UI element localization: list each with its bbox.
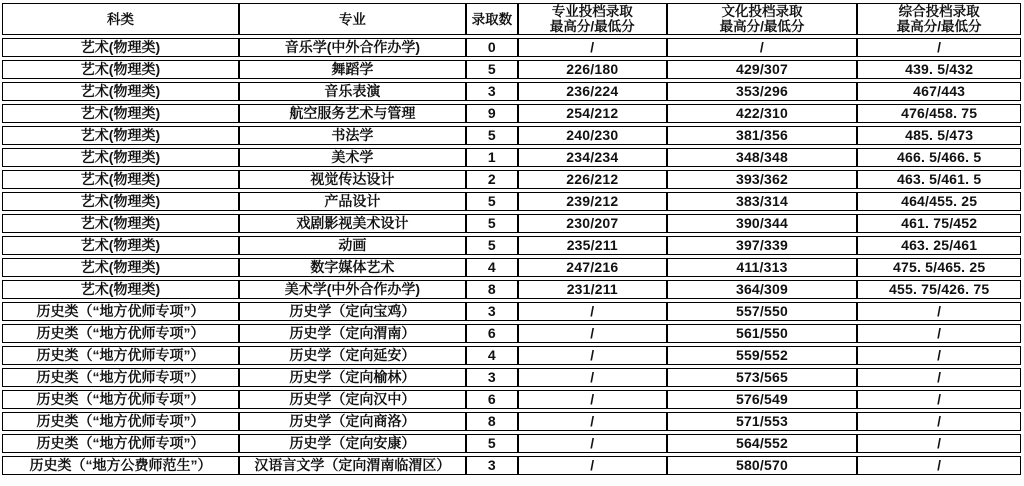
cell-culture-scores: 429/307 bbox=[667, 60, 858, 79]
cell-major: 音乐学(中外合作办学) bbox=[239, 38, 466, 57]
cell-admit-count: 5 bbox=[466, 192, 518, 211]
cell-composite-scores: / bbox=[857, 412, 1021, 431]
table-row bbox=[2, 126, 1021, 145]
header-sublabel: 最高分/最低分 bbox=[549, 19, 635, 34]
cell-composite-scores: 475. 5/465. 25 bbox=[857, 258, 1021, 277]
cell-culture-scores: 348/348 bbox=[667, 148, 858, 167]
cell-culture-scores: 573/565 bbox=[667, 368, 858, 387]
cell-major-scores: 230/207 bbox=[518, 214, 667, 233]
cell-admit-count: 3 bbox=[466, 82, 518, 101]
header-culture-scores bbox=[667, 3, 858, 35]
cell-composite-scores: 485. 5/473 bbox=[857, 126, 1021, 145]
cell-admit-count: 6 bbox=[466, 390, 518, 409]
cell-major-scores: / bbox=[518, 456, 667, 475]
cell-admit-count: 5 bbox=[466, 60, 518, 79]
cell-category: 艺术(物理类) bbox=[2, 236, 239, 255]
cell-major: 舞蹈学 bbox=[239, 60, 466, 79]
table-row bbox=[2, 170, 1021, 189]
header-label: 录取数 bbox=[471, 11, 513, 27]
cell-admit-count: 2 bbox=[466, 170, 518, 189]
table-row bbox=[2, 280, 1021, 299]
header-sublabel: 最高分/最低分 bbox=[896, 19, 982, 34]
cell-admit-count: 5 bbox=[466, 434, 518, 453]
cell-major: 历史学（定向渭南） bbox=[239, 324, 466, 343]
cell-culture-scores: 559/552 bbox=[667, 346, 858, 365]
table-row bbox=[2, 236, 1021, 255]
cell-admit-count: 3 bbox=[466, 368, 518, 387]
cell-major-scores: 239/212 bbox=[518, 192, 667, 211]
cell-major-scores: 236/224 bbox=[518, 82, 667, 101]
table-row bbox=[2, 214, 1021, 233]
cell-culture-scores: 561/550 bbox=[667, 324, 858, 343]
cell-category: 艺术(物理类) bbox=[2, 104, 239, 123]
cell-category: 艺术(物理类) bbox=[2, 38, 239, 57]
cell-major: 戏剧影视美术设计 bbox=[239, 214, 466, 233]
cell-major: 航空服务艺术与管理 bbox=[239, 104, 466, 123]
cell-major-scores: 247/216 bbox=[518, 258, 667, 277]
cell-admit-count: 9 bbox=[466, 104, 518, 123]
cell-culture-scores: 411/313 bbox=[667, 258, 858, 277]
cell-composite-scores: 466. 5/466. 5 bbox=[857, 148, 1021, 167]
header-label: 专业 bbox=[338, 11, 366, 27]
cell-category: 艺术(物理类) bbox=[2, 280, 239, 299]
cell-composite-scores: 464/455. 25 bbox=[857, 192, 1021, 211]
cell-admit-count: 5 bbox=[466, 236, 518, 255]
cell-composite-scores: 463. 5/461. 5 bbox=[857, 170, 1021, 189]
cell-composite-scores: / bbox=[857, 456, 1021, 475]
cell-major: 历史学（定向汉中） bbox=[239, 390, 466, 409]
cell-culture-scores: / bbox=[667, 38, 858, 57]
cell-composite-scores: 439. 5/432 bbox=[857, 60, 1021, 79]
header-label: 综合投档录取 bbox=[898, 4, 980, 19]
cell-composite-scores: / bbox=[857, 390, 1021, 409]
table-row bbox=[2, 324, 1021, 343]
cell-culture-scores: 580/570 bbox=[667, 456, 858, 475]
cell-culture-scores: 353/296 bbox=[667, 82, 858, 101]
cell-major-scores: 254/212 bbox=[518, 104, 667, 123]
table-row bbox=[2, 390, 1021, 409]
cell-category: 艺术(物理类) bbox=[2, 170, 239, 189]
cell-major: 书法学 bbox=[239, 126, 466, 145]
cell-major-scores: 226/180 bbox=[518, 60, 667, 79]
admission-score-table bbox=[2, 0, 1021, 478]
cell-major: 音乐表演 bbox=[239, 82, 466, 101]
cell-composite-scores: / bbox=[857, 346, 1021, 365]
cell-composite-scores: / bbox=[857, 38, 1021, 57]
cell-culture-scores: 557/550 bbox=[667, 302, 858, 321]
table-body bbox=[2, 38, 1021, 475]
cell-composite-scores: 461. 75/452 bbox=[857, 214, 1021, 233]
cell-major-scores: / bbox=[518, 38, 667, 57]
cell-culture-scores: 390/344 bbox=[667, 214, 858, 233]
table-row bbox=[2, 258, 1021, 277]
cell-major-scores: / bbox=[518, 434, 667, 453]
header-row bbox=[2, 3, 1021, 35]
cell-category: 历史类（“地方优师专项”） bbox=[2, 324, 239, 343]
cell-culture-scores: 422/310 bbox=[667, 104, 858, 123]
cell-major: 美术学(中外合作办学) bbox=[239, 280, 466, 299]
cell-category: 历史类（“地方优师专项”） bbox=[2, 346, 239, 365]
cell-major: 历史学（定向宝鸡） bbox=[239, 302, 466, 321]
cell-category: 历史类（“地方公费师范生”） bbox=[2, 456, 239, 475]
cell-composite-scores: / bbox=[857, 368, 1021, 387]
table-row bbox=[2, 346, 1021, 365]
cell-composite-scores: 455. 75/426. 75 bbox=[857, 280, 1021, 299]
cell-composite-scores: 463. 25/461 bbox=[857, 236, 1021, 255]
cell-major: 视觉传达设计 bbox=[239, 170, 466, 189]
cell-major: 动画 bbox=[239, 236, 466, 255]
cell-category: 艺术(物理类) bbox=[2, 126, 239, 145]
cell-admit-count: 0 bbox=[466, 38, 518, 57]
cell-major: 汉语言文学（定向渭南临渭区） bbox=[239, 456, 466, 475]
cell-culture-scores: 381/356 bbox=[667, 126, 858, 145]
cell-culture-scores: 564/552 bbox=[667, 434, 858, 453]
cell-category: 历史类（“地方优师专项”） bbox=[2, 434, 239, 453]
cell-admit-count: 4 bbox=[466, 258, 518, 277]
header-major bbox=[239, 3, 466, 35]
cell-major-scores: / bbox=[518, 412, 667, 431]
table-row bbox=[2, 82, 1021, 101]
cell-major: 美术学 bbox=[239, 148, 466, 167]
cell-category: 艺术(物理类) bbox=[2, 60, 239, 79]
cell-culture-scores: 364/309 bbox=[667, 280, 858, 299]
cell-category: 历史类（“地方优师专项”） bbox=[2, 302, 239, 321]
cell-category: 艺术(物理类) bbox=[2, 192, 239, 211]
cell-composite-scores: 467/443 bbox=[857, 82, 1021, 101]
table-row bbox=[2, 302, 1021, 321]
cell-admit-count: 8 bbox=[466, 280, 518, 299]
cell-admit-count: 5 bbox=[466, 126, 518, 145]
header-sublabel: 最高分/最低分 bbox=[719, 19, 805, 34]
cell-major-scores: 226/212 bbox=[518, 170, 667, 189]
cell-major: 历史学（定向商洛） bbox=[239, 412, 466, 431]
cell-composite-scores: / bbox=[857, 434, 1021, 453]
cell-admit-count: 6 bbox=[466, 324, 518, 343]
cell-composite-scores: 476/458. 75 bbox=[857, 104, 1021, 123]
cell-admit-count: 4 bbox=[466, 346, 518, 365]
cell-major-scores: / bbox=[518, 324, 667, 343]
cell-category: 历史类（“地方优师专项”） bbox=[2, 412, 239, 431]
header-label: 文化投档录取 bbox=[721, 4, 803, 19]
cell-admit-count: 3 bbox=[466, 456, 518, 475]
cell-category: 历史类（“地方优师专项”） bbox=[2, 368, 239, 387]
cell-admit-count: 8 bbox=[466, 412, 518, 431]
table-row bbox=[2, 456, 1021, 475]
cell-category: 艺术(物理类) bbox=[2, 82, 239, 101]
cell-major: 数字媒体艺术 bbox=[239, 258, 466, 277]
cell-major: 产品设计 bbox=[239, 192, 466, 211]
cell-major: 历史学（定向延安） bbox=[239, 346, 466, 365]
cell-admit-count: 3 bbox=[466, 302, 518, 321]
table-row bbox=[2, 148, 1021, 167]
table-row bbox=[2, 60, 1021, 79]
cell-category: 艺术(物理类) bbox=[2, 214, 239, 233]
header-label: 专业投档录取 bbox=[551, 4, 633, 19]
header-major-scores bbox=[518, 3, 667, 35]
table-row bbox=[2, 368, 1021, 387]
cell-culture-scores: 383/314 bbox=[667, 192, 858, 211]
table-row bbox=[2, 412, 1021, 431]
cell-category: 艺术(物理类) bbox=[2, 258, 239, 277]
header-composite-scores bbox=[857, 3, 1021, 35]
table-row bbox=[2, 38, 1021, 57]
cell-major: 历史学（定向榆林） bbox=[239, 368, 466, 387]
cell-major-scores: / bbox=[518, 368, 667, 387]
table-row bbox=[2, 434, 1021, 453]
cell-culture-scores: 571/553 bbox=[667, 412, 858, 431]
header-label: 科类 bbox=[106, 11, 134, 27]
cell-major: 历史学（定向安康） bbox=[239, 434, 466, 453]
cell-major-scores: / bbox=[518, 390, 667, 409]
cell-composite-scores: / bbox=[857, 302, 1021, 321]
cell-admit-count: 1 bbox=[466, 148, 518, 167]
cell-composite-scores: / bbox=[857, 324, 1021, 343]
table-row bbox=[2, 104, 1021, 123]
cell-category: 艺术(物理类) bbox=[2, 148, 239, 167]
cell-culture-scores: 576/549 bbox=[667, 390, 858, 409]
cell-admit-count: 5 bbox=[466, 214, 518, 233]
cell-major-scores: 240/230 bbox=[518, 126, 667, 145]
cell-major-scores: / bbox=[518, 346, 667, 365]
cell-culture-scores: 397/339 bbox=[667, 236, 858, 255]
cell-major-scores: 231/211 bbox=[518, 280, 667, 299]
header-admit-count bbox=[466, 3, 518, 35]
cell-major-scores: 235/211 bbox=[518, 236, 667, 255]
cell-major-scores: 234/234 bbox=[518, 148, 667, 167]
table-row bbox=[2, 192, 1021, 211]
header-category bbox=[2, 3, 239, 35]
cell-major-scores: / bbox=[518, 302, 667, 321]
cell-culture-scores: 393/362 bbox=[667, 170, 858, 189]
cell-category: 历史类（“地方优师专项”） bbox=[2, 390, 239, 409]
